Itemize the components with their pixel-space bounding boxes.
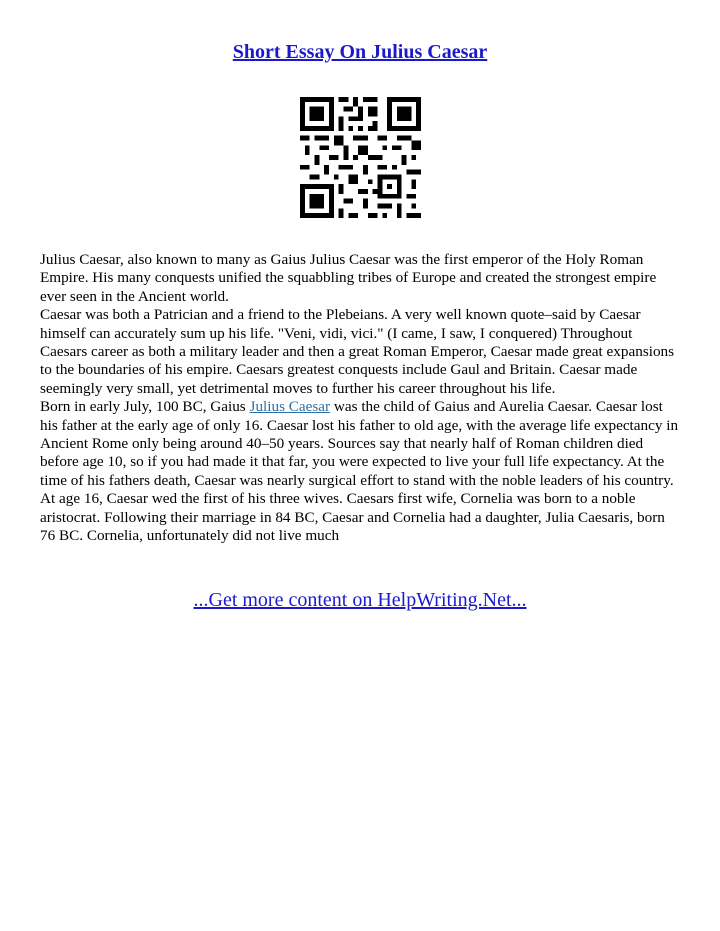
paragraph-3-text-start: Born in early July, 100 BC, Gaius xyxy=(40,398,250,416)
julius-caesar-link[interactable]: Julius Caesar xyxy=(249,398,331,416)
essay-paragraph-4: At age 16, Caesar wed the first of his three wives. Caesars first wife, Cornelia was born to a noble aristocrat. Following their marriage in 84 BC, Caesar and Cornelia had a daughter, Julia Caesaris, born 76 BC. Cornelia, unfortunately did not live much xyxy=(40,490,665,545)
essay-paragraph-1: Julius Caesar, also known to many as Gaius Julius Caesar was the first emperor of the Holy Roman Empire. His many conquests unified the squabbling tribes of Europe and created the strongest empire ever seen in the Ancient world. xyxy=(40,251,657,305)
page-title[interactable]: Short Essay On Julius Caesar xyxy=(232,41,488,63)
essay-paragraph-2: Caesar was both a Patrician and a friend to the Plebeians. A very well known quote–said by Caesar himself can accurately sum up his life. "Veni, vidi, vici." (I came, I saw, I conquered) Throughout Caesars career as both a military leader and then a great Roman Emperor, Caesar made great expansions to the boundaries of his empire. Caesars greatest conquests include Gaul and Britain. Caesar made seemingly very small, yet detrimental moves to further his career throughout his life. xyxy=(40,306,675,397)
qr-code-icon xyxy=(300,97,421,218)
get-more-content-link[interactable]: ...Get more content on HelpWriting.Net... xyxy=(193,589,527,611)
essay-body xyxy=(40,251,682,546)
paragraph-3-text-end: was the child of Gaius and Aurelia Caesar. Caesar lost his father at the early age of only 16. Caesar lost his father to old age, with the average life expectancy in Ancient Rome only being around 40–50 years. Sources say that nearly half of Roman children died before age 10, so if you had made it that far, you were expected to live your full life expectancy. At the time of his fathers death, Caesar was nearly surgical effort to stand with the noble leaders of his country. xyxy=(40,398,679,489)
essay-paragraph-3 xyxy=(40,398,682,490)
